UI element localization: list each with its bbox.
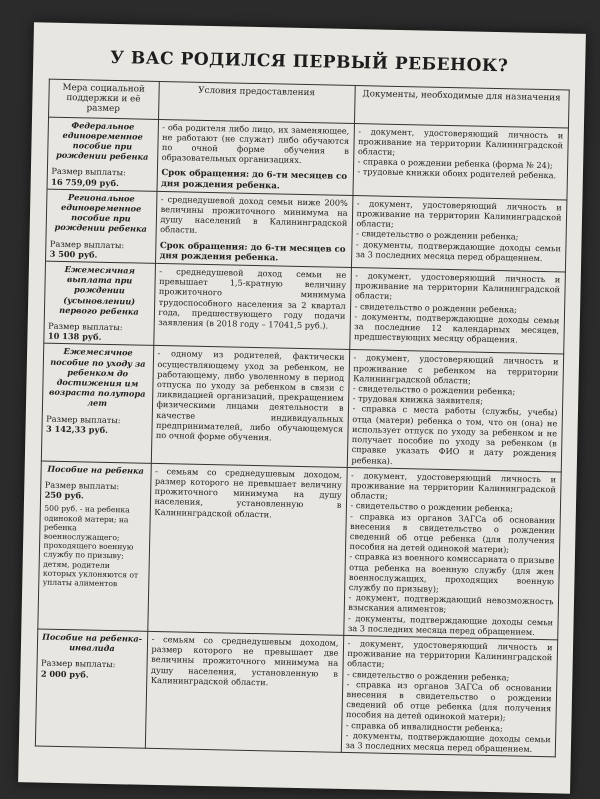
amount-value: 2 000 руб. (40, 668, 89, 680)
documents-cell (341, 635, 557, 757)
conditions-text: - среднедушевой доход семьи ниже 200% величины прожиточного минимума на душу населений в Калининградской области. (160, 193, 348, 236)
amount-label: Размер выплаты: (51, 166, 126, 178)
document-item: - документ, подтверждающий невозможность взыскания алиментов; (348, 592, 554, 615)
document-item: - документы, подтверждающие доходы семьи за последние 12 календарных месяцев, предшествующих месяцу обращения. (353, 310, 560, 345)
conditions-text: - одному из родителей, фактически осуществляющему уход за ребенком, не работающему, либо уволенному в период отпуска по уходу за ребенком в связи с ликвидацией организаций, прекращением физическими лицами деятельности в качестве индивидуальных предпринимателей, либо обучающемуся по очной форме обучения. (155, 348, 345, 443)
table-row (47, 117, 568, 200)
conditions-cell (147, 463, 346, 635)
measure-title: Региональное единовременное пособие при рождении ребенка (54, 191, 148, 235)
document-item: - документ, удостоверяющий личность и проживание на территории Калининградской области; (356, 197, 562, 230)
conditions-text: - среднедушевой доход семьи не превышает 1,5-кратную величину прожиточного минимума трудоспособного населения за 2 квартал года, предшествующего году подачи заявления (в 2018 году – 17041,5 руб.). (158, 266, 347, 331)
documents-list (345, 638, 552, 755)
conditions-cell (145, 631, 343, 752)
documents-list (357, 126, 563, 181)
benefits-table (34, 79, 569, 758)
amount-label: Размер выплаты: (46, 413, 121, 425)
documents-cell (352, 123, 567, 200)
documents-cell (343, 467, 560, 640)
document-item: - справка о рождении ребенка (форма № 24); (357, 156, 553, 171)
document-item: - документы, подтверждающие доходы семьи за 3 последних месяца перед обращением. (345, 729, 551, 754)
amount-value: 250 руб. (44, 489, 84, 501)
measure-cell (37, 461, 150, 632)
document-sheet (18, 22, 586, 793)
amount-label: Размер выплаты: (44, 479, 120, 492)
measure-title: Пособие на ребенка (47, 463, 145, 476)
amount-value: 16 759,09 руб. (51, 176, 120, 188)
document-item: - документ, удостоверяющий личность и проживание на территории Калининградской области; (357, 125, 564, 157)
deadline-text: Срок обращения: до 6-ти месяцев со дня рождения ребенка. (161, 168, 348, 192)
measure-cell (35, 629, 147, 749)
documents-list (356, 198, 562, 263)
table-row (43, 261, 565, 354)
document-item: - трудовые книжки обоих родителей ребенка. (357, 166, 557, 181)
document-item: - документ, удостоверяющий личность и проживание с ребенком на территории Калининградской области; (353, 352, 559, 386)
documents-list (354, 270, 560, 346)
measure-title: Ежемесячное пособие по уходу за ребенком до достижения им возраста полутора лет (48, 346, 146, 409)
deadline-text: Срок обращения: до 6-ти месяцев со дня рождения ребенка. (159, 240, 346, 264)
measure-title: Ежемесячная выплата при рождении (усыновлении) первого ребенка (59, 264, 139, 317)
measure-cell (43, 261, 155, 346)
document-item: - справка из военного комиссариата о призыве отца ребенка на военную службу (для жен военнослужащих, проходящих военную службу по призыву); (348, 551, 555, 594)
conditions-text: - оба родителя либо лицо, их заменяющее, не работают (не служат) либо обучаются по очной форме обучения в образовательных организациях. (161, 121, 350, 166)
documents-cell (351, 195, 566, 272)
document-item: - документы, подтверждающие доходы семьи за 3 последних месяца перед обращением. (347, 612, 554, 637)
conditions-cell (157, 119, 354, 195)
conditions-cell (155, 191, 352, 267)
header-measure: Мера социальной поддержки и её размер (48, 79, 159, 119)
table-body (35, 117, 568, 757)
documents-list (348, 470, 556, 638)
document-item: - справка из органов ЗАГСа об основании внесения в свидетельство о рождении сведений об отце ребенка (для получения пособия на детей одинокой матери); (345, 678, 552, 723)
measure-cell (45, 189, 156, 264)
document-item: - свидетельство о рождении ребенка; (356, 228, 519, 242)
measure-cell (47, 117, 158, 192)
document-item: - свидетельство о рождении ребенка; (352, 383, 516, 397)
document-item: - свидетельство о рождении ребенка; (350, 500, 513, 514)
documents-cell (349, 268, 565, 355)
amount-label: Размер выплаты: (48, 320, 123, 333)
table-row (45, 189, 566, 272)
page-title: У ВАС РОДИЛСЯ ПЕРВЫЙ РЕБЕНОК? (109, 47, 509, 77)
conditions-text: - семьям со среднедушевым доходом, размер которого не превышает две величины прожиточного минимума на душу населения, установленную в Калининградской области. (150, 633, 339, 688)
document-item: - свидетельство о рождении ребенка; (354, 300, 518, 315)
documents-list (351, 353, 558, 470)
conditions-text: - семьям со среднедушевым доходом, размер которого не превышает величину прожиточного минимума на душу населения, установленную в Калининградской области. (154, 465, 343, 519)
amount-value: 3 500 руб. (49, 248, 98, 260)
measure-cell (41, 344, 153, 464)
amount-value: 3 142,33 руб. (45, 423, 109, 435)
amount-note: 500 руб. - на ребенка одинокой матери; на ребенка военнослужащего; проходящего военную службу по призыву; детям, родители которых уклоняются от уплаты алиментов (42, 503, 139, 589)
document-item: - справка из органов ЗАГСа об основании внесения в свидетельство о рождении сведений об отце ребенка (для получения пособия на детей одинокой матери); (349, 510, 556, 555)
document-item: - справка с места работы (службы, учебы) отца (матери) ребенка о том, что он (она) не использует отпуск по уходу за ребенком и не получает пособие по уходу за ребенком (в справке указать ФИО и дату рождения ребенка). (351, 403, 558, 466)
document-item: - документы, подтверждающие доходы семьи за 3 последних месяца перед обращением. (355, 238, 562, 263)
amount-label: Размер выплаты: (49, 238, 125, 250)
documents-cell (347, 350, 563, 472)
document-item: - документ, удостоверяющий личность и проживание на территории Калининградской области; (350, 469, 557, 501)
table-row (35, 629, 557, 757)
header-conditions: Условия предоставления (158, 81, 355, 123)
measure-title: Пособие на ребенка-инвалида (42, 631, 143, 654)
document-item: - документ, удостоверяющий личность и проживание на территории Калининградской области; (347, 637, 553, 670)
conditions-cell (151, 346, 349, 467)
amount-value: 10 138 руб. (47, 330, 102, 343)
table-row (37, 461, 560, 640)
measure-title: Федеральное единовременное пособие при рождении ребенка (55, 119, 149, 162)
table-row (41, 344, 563, 472)
conditions-cell (153, 263, 351, 350)
document-item: - трудовая книжка заявителя; (352, 393, 484, 407)
document-item: - документ, удостоверяющий личность и проживание на территории Калининградской области; (354, 270, 561, 302)
amount-label: Размер выплаты: (40, 657, 116, 670)
header-documents: Документы, необходимые для назначения (354, 86, 569, 128)
document-item: - справка об инвалидности ребенка; (345, 719, 503, 733)
document-item: - свидетельство о рождении ребенка; (346, 668, 510, 682)
